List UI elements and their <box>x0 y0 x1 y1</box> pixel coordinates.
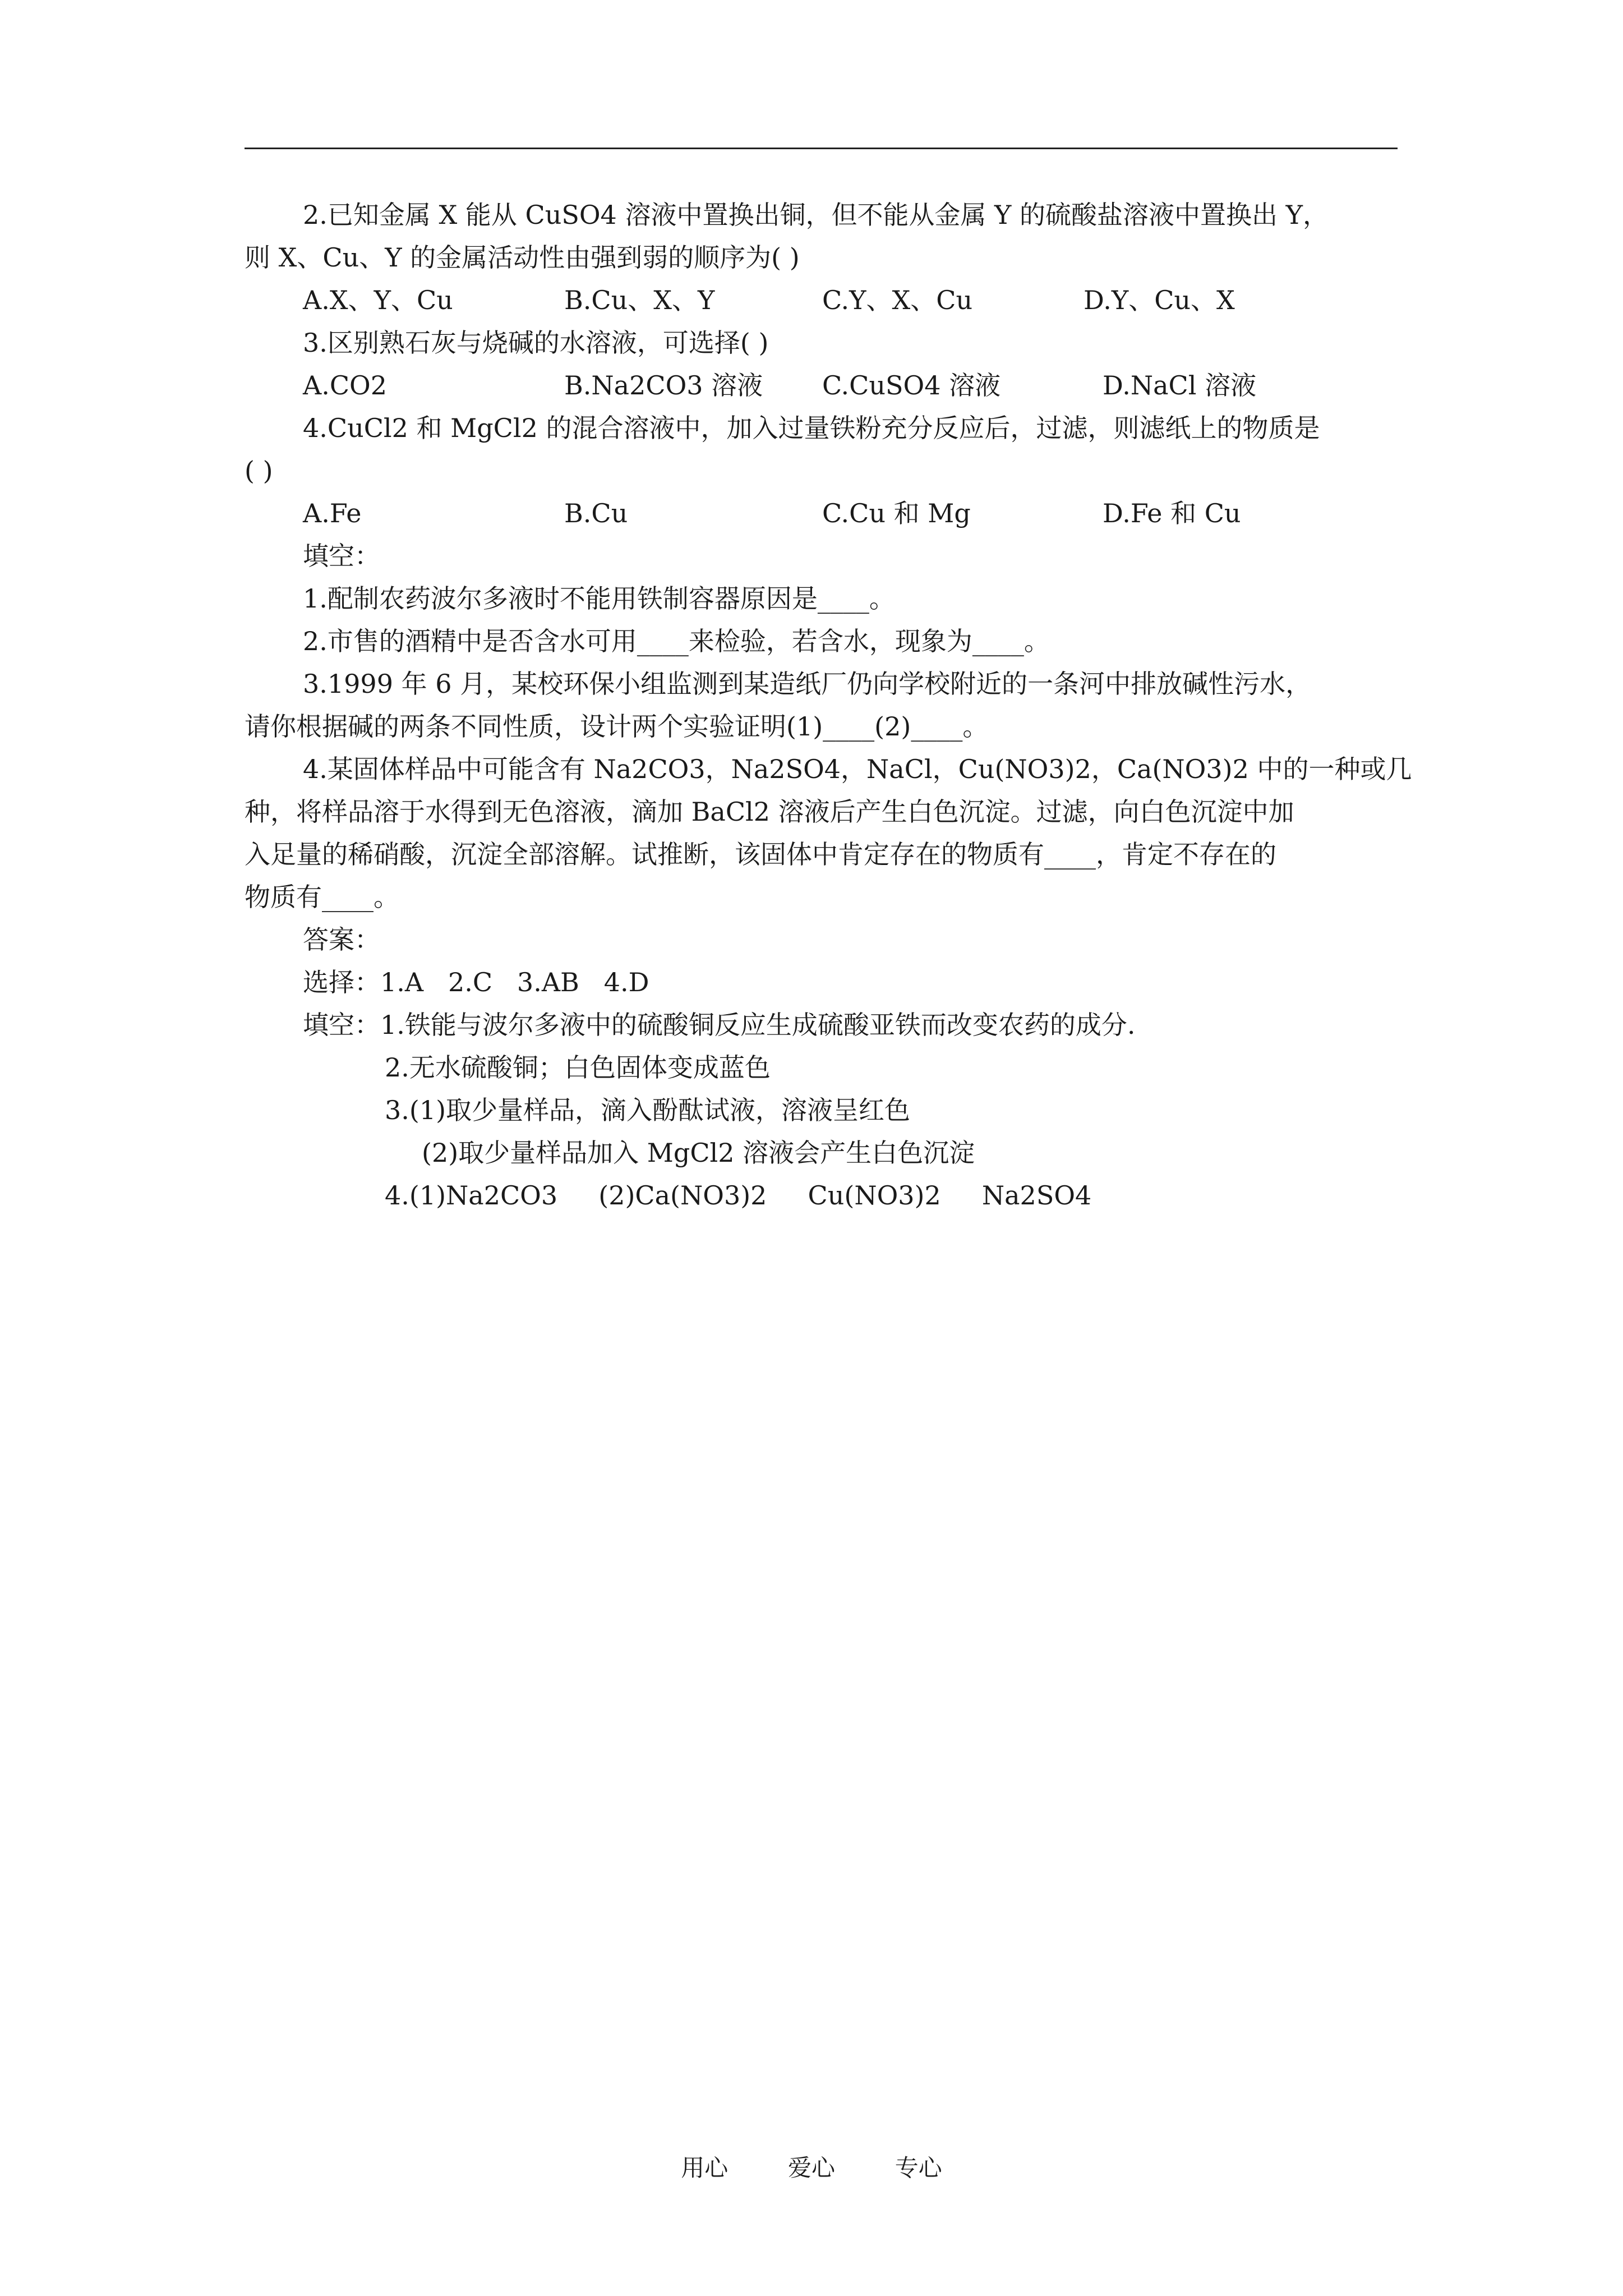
option-b: B.Na2CO3 溶液 <box>564 370 763 401</box>
answer-fill-1: 填空：1.铁能与波尔多液中的硫酸铜反应生成硫酸亚铁而改变农药的成分. <box>303 1010 1136 1040</box>
answer-fill-4: 4.(1)Na2CO3 (2)Ca(NO3)2 Cu(NO3)2 Na2SO4 <box>385 1180 1092 1211</box>
answer-fill-2: 2.无水硫酸铜；白色固体变成蓝色 <box>385 1052 771 1083</box>
answer-choice: 选择：1.A 2.C 3.AB 4.D <box>303 967 649 997</box>
answer-fill-3a: 3.(1)取少量样品，滴入酚酞试液，溶液呈红色 <box>385 1095 911 1125</box>
question-2-line-1: 2.已知金属 X 能从 CuSO4 溶液中置换出铜，但不能从金属 Y 的硫酸盐溶液中置换出 Y， <box>303 200 1329 230</box>
fill-item-4-line-4: 物质有____。 <box>245 882 399 912</box>
fill-heading: 填空： <box>303 541 380 571</box>
question-4-line-2: ( ) <box>245 455 273 486</box>
fill-item-4-line-2: 种，将样品溶于水得到无色溶液，滴加 BaCl2 溶液后产生白色沉淀。过滤，向白色沉淀中加 <box>245 797 1294 827</box>
option-a: A.CO2 <box>303 370 388 401</box>
fill-item-4-line-1: 4.某固体样品中可能含有 Na2CO3，Na2SO4，NaCl，Cu(NO3)2，Ca(NO3)2 中的一种或几 <box>303 754 1412 784</box>
question-3-line-1: 3.区别熟石灰与烧碱的水溶液，可选择( ) <box>303 328 769 358</box>
fill-item-2: 2.市售的酒精中是否含水可用____来检验，若含水，现象为____。 <box>303 626 1050 656</box>
option-b: B.Cu <box>564 498 628 528</box>
option-a: A.X、Y、Cu <box>303 285 453 315</box>
header-rule <box>245 148 1398 149</box>
question-2-options <box>245 279 1398 321</box>
fill-item-4-line-3: 入足量的稀硝酸，沉淀全部溶解。试推断，该固体中肯定存在的物质有____，肯定不存在的 <box>245 839 1276 869</box>
answers-heading: 答案： <box>303 924 380 955</box>
question-4-line-1: 4.CuCl2 和 MgCl2 的混合溶液中，加入过量铁粉充分反应后，过滤，则滤纸上的物质是 <box>303 413 1320 443</box>
document-body <box>245 194 1412 1217</box>
answer-fill-3b: (2)取少量样品加入 MgCl2 溶液会产生白色沉淀 <box>422 1138 975 1168</box>
option-b: B.Cu、X、Y <box>564 285 715 315</box>
question-4-options <box>245 492 1398 535</box>
option-a: A.Fe <box>303 498 362 528</box>
option-c: C.Cu 和 Mg <box>822 498 971 528</box>
fill-item-3-line-2: 请你根据碱的两条不同性质，设计两个实验证明(1)____(2)____。 <box>245 711 989 742</box>
fill-item-1: 1.配制农药波尔多液时不能用铁制容器原因是____。 <box>303 583 895 614</box>
question-3-options <box>245 364 1398 407</box>
option-c: C.CuSO4 溶液 <box>822 370 1001 401</box>
page-footer: 用心 爱心 专心 <box>681 2154 942 2182</box>
fill-item-3-line-1: 3.1999 年 6 月，某校环保小组监测到某造纸厂仍向学校附近的一条河中排放碱性污水， <box>303 669 1312 699</box>
question-2-line-2: 则 X、Cu、Y 的金属活动性由强到弱的顺序为( ) <box>245 242 800 273</box>
option-d: D.Y、Cu、X <box>1083 285 1235 315</box>
option-d: D.Fe 和 Cu <box>1103 498 1241 528</box>
option-d: D.NaCl 溶液 <box>1103 370 1257 401</box>
option-c: C.Y、X、Cu <box>822 285 973 315</box>
